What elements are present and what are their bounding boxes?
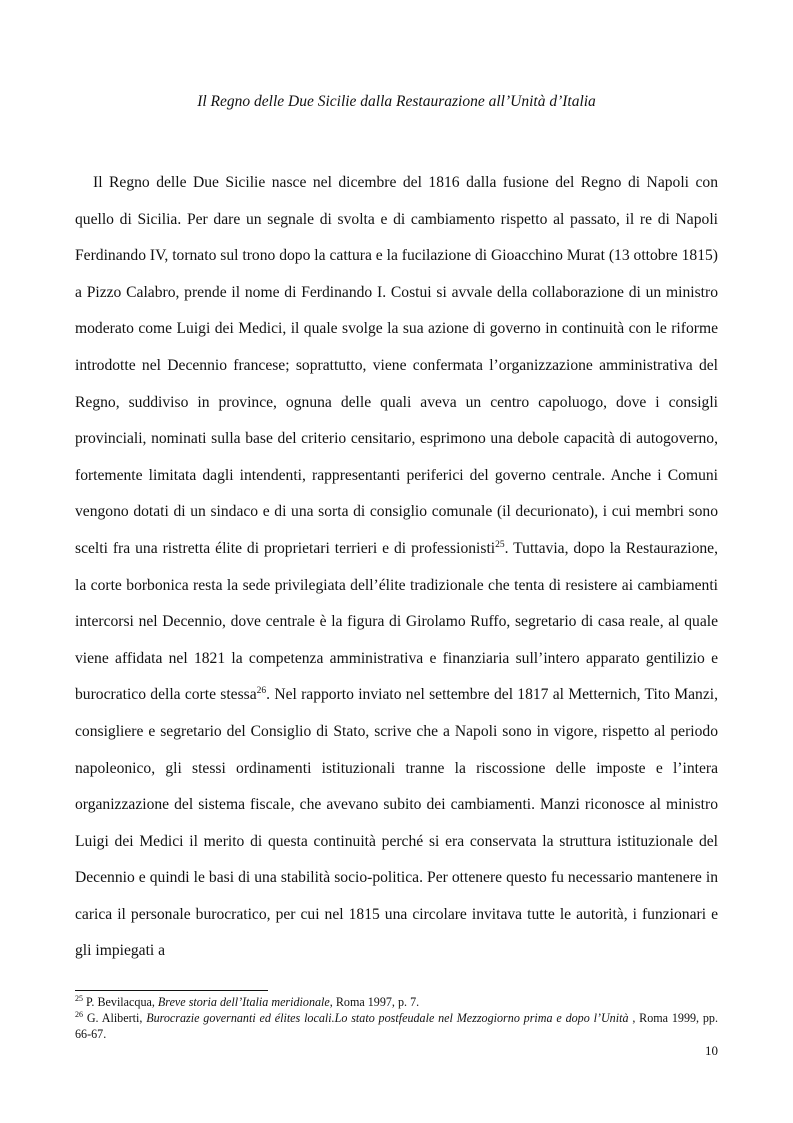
footnote-26: [75, 1010, 718, 1042]
footnote-number: 25: [75, 993, 83, 1003]
footnote-25: [75, 994, 718, 1010]
page-title: Il Regno delle Due Sicilie dalla Restaurazione all’Unità d’Italia: [197, 93, 596, 110]
footnote-number: 26: [75, 1009, 83, 1019]
footnote-work-title: Burocrazie governanti ed élites locali.Lo stato postfeudale nel Mezzogiorno prima e dopo l’Unità: [146, 1011, 633, 1025]
footnote-author: G. Aliberti,: [86, 1011, 147, 1025]
footnote-details: , Roma 1999, pp. 66-67.: [75, 1011, 718, 1041]
page-number: 10: [705, 1043, 718, 1058]
paragraph-text-part2: . Tuttavia, dopo la Restaurazione, la corte borbonica resta la sede privilegiata dell’élite tradizionale che tenta di resistere ai cambiamenti intercorsi nel Decennio, dove centrale è la figura di Girolamo Ruffo, segretario di casa reale, al quale viene affidata nel 1821 la competenza amministrativa e finanziaria sull’intero apparato gentilizio e burocratico della corte stessa: [75, 539, 718, 704]
footnote-work-title: Breve storia dell’Italia meridionale: [157, 995, 330, 1009]
footnotes: [75, 994, 718, 1042]
footnote-ref-26: 26: [256, 686, 267, 697]
footnote-details: , Roma 1997, p. 7.: [329, 995, 420, 1009]
footnote-ref-25: 25: [495, 539, 505, 550]
body-paragraph: [75, 165, 718, 970]
paragraph-text-part3: . Nel rapporto inviato nel settembre del 1817 al Metternich, Tito Manzi, consigliere e segretario del Consiglio di Stato, scrive che a Napoli sono in vigore, rispetto al periodo napoleonico, gli stessi ordinamenti istituzionali tranne la riscossione delle imposte e l’intera organizzazione del sistema fiscale, che avevano subito dei cambiamenti. Manzi riconosce al ministro Luigi dei Medici il merito di questa continuità perché si era conservata la struttura istituzionale del Decennio e quindi le basi di una stabilità socio-politica. Per ottenere questo fu necessario mantenere in carica il personale burocratico, per cui nel 1815 una circolare invitava tutte le autorità, i funzionari e gli impiegati a: [75, 686, 719, 960]
footnote-separator: [75, 990, 268, 991]
footnote-author: P. Bevilacqua,: [86, 995, 158, 1009]
paragraph-text-part1: Il Regno delle Due Sicilie nasce nel dicembre del 1816 dalla fusione del Regno di Napoli con quello di Sicilia. Per dare un segnale di svolta e di cambiamento rispetto al passato, il re di Napoli Ferdinando IV, tornato sul trono dopo la cattura e la fucilazione di Gioacchino Murat (13 ottobre 1815) a Pizzo Calabro, prende il nome di Ferdinando I. Costui si avvale della collaborazione di un ministro moderato come Luigi dei Medici, il quale svolge la sua azione di governo in continuità con le riforme introdotte nel Decennio francese; soprattutto, viene confermata l’organizzazione amministrativa del Regno, suddiviso in province, ognuna delle quali aveva un centro capoluogo, dove i consigli provinciali, nominati sulla base del criterio censitario, esprimono una debole capacità di autogoverno, fortemente limitata dagli intendenti, rappresentanti periferici del governo centrale. Anche i Comuni vengono dotati di un sindaco e di una sorta di consiglio comunale (il decurionato), i cui membri sono scelti fra una ristretta élite di proprietari terrieri e di professionisti: [75, 174, 718, 557]
